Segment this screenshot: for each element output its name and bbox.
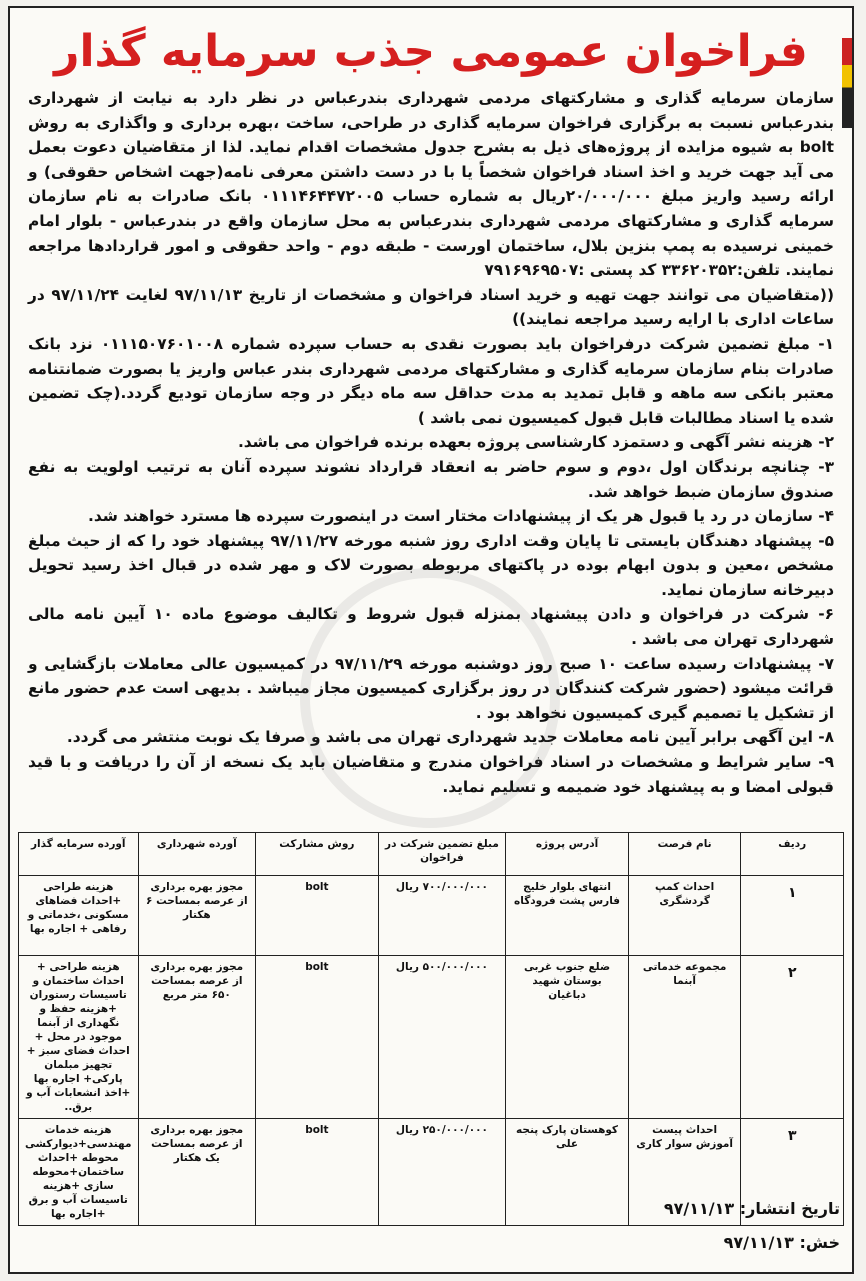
footer bbox=[664, 1192, 840, 1260]
page-title: فراخوان عمومی جذب سرمایه گذار bbox=[54, 26, 808, 77]
cell-address: کوهستان پارک پنجه علی bbox=[506, 1119, 629, 1226]
cell-guarantee: ۵۰۰/۰۰۰/۰۰۰ ریال bbox=[378, 956, 506, 1119]
intro-paragraph: سازمان سرمایه گذاری و مشارکتهای مردمی شهرداری بندرعباس در نظر دارد به نیابت از شهرداری بندرعباس نسبت به برگزاری فراخوان سرمایه گذاری در طراحی، ساخت ،بهره برداری و واگذاری به روش bolt به شیوه مزایده از پروژه‌های ذیل به بشرح جدول مشخصات اقدام نماید. لذا از متقاضیان دعوت بعمل می آید جهت خرید و اخذ اسناد فراخوان شخصاً یا با در دست داشتن معرفی نامه(جهت اشخاص حقوقی) و ارائه رسید واریز مبلغ ۲۰/۰۰۰/۰۰۰ریال به شماره حساب ۰۱۱۱۴۶۴۴۷۲۰۰۵ بانک صادرات به نام سازمان سرمایه گذاری و مشارکتهای مردمی شهرداری بندرعباس به محل سازمان واقع در بندرعباس - بلوار امام خمینی نرسیده به پمپ بنزین بلال، ساختمان اورست - طبقه دوم - واحد حقوقی و امور قراردادها مراجعه نمایند. تلفن:۳۳۶۲۰۳۵۲ کد پستی :۷۹۱۶۹۶۹۵۰۷ bbox=[28, 89, 834, 280]
condition-item-1: ۱- مبلغ تضمین شرکت درفراخوان باید بصورت نقدی به حساب سپرده شماره ۰۱۱۱۵۰۷۶۰۱۰۰۸ نزد بانک صادرات بنام سازمان سرمایه گذاری و مشارکتهای مردمی شهرداری بندر عباس واریز یا بصورت ضمانتنامه معتبر بانکی سه ماهه و قابل تمدید به مدت حداقل سه ماه دیگر در وجه سازمان تودیع گردد.(چک تضمین شده یا اسناد مطالبات قابل قبول کمیسیون نمی باشد ) bbox=[28, 334, 834, 427]
header-row-number: ردیف bbox=[741, 833, 844, 876]
cell-guarantee: ۲۵۰/۰۰۰/۰۰۰ ریال bbox=[378, 1119, 506, 1226]
cell-address: انتهای بلوار خلیج فارس پشت فرودگاه bbox=[506, 876, 629, 956]
cell-method: bolt bbox=[256, 956, 379, 1119]
condition-item-9: ۹- سایر شرایط و مشخصات در اسناد فراخوان مندرج و متقاضیان باید یک نسخه از آن را دریافت و با قید قبولی امضا و به پیشنهاد خود ضمیمه و تسلیم نماید. bbox=[28, 753, 834, 796]
header-method: روش مشارکت bbox=[256, 833, 379, 876]
cell-municipality-share: مجوز بهره برداری از عرصه بمساحت ۶۵۰ متر مربع bbox=[138, 956, 256, 1119]
condition-item-7: ۷- پیشنهادات رسیده ساعت ۱۰ صبح روز دوشنبه مورخه ۹۷/۱۱/۲۹ در کمیسیون عالی معاملات بازگشایی و قرائت میشود (حضور شرکت کنندگان در روز برگزاری کمیسیون مجاز میباشد . بدیهی است عدم حضور مانع از تشکیل یا تصمیم گیری کمیسیون نخواهد بود . bbox=[28, 654, 834, 722]
table-header-row bbox=[19, 833, 844, 876]
header-investor-share: آورده سرمایه گذار bbox=[19, 833, 139, 876]
cell-row-number: ۱ bbox=[741, 876, 844, 956]
notice-paragraph: ((متقاضیان می توانند جهت تهیه و خرید اسناد فراخوان و مشخصات از تاریخ ۹۷/۱۱/۱۳ لغایت ۹۷/۱۱/۲۴ در ساعات اداری با ارایه رسید مراجعه نمایند)) bbox=[28, 285, 834, 329]
condition-item-6: ۶- شرکت در فراخوان و دادن پیشنهاد بمنزله قبول شروط و تکالیف موضوع ماده ۱۰ آیین نامه مالی شهرداری تهران می باشد . bbox=[28, 605, 834, 649]
condition-item-5: ۵- پیشنهاد دهندگان بایستی تا پایان وقت اداری روز شنبه مورخه ۹۷/۱۱/۲۷ پیشنهاد خود را که از حیث مبلغ مشخص ،معین و بدون ابهام بوده در پاکتهای مربوطه بصورت لاک و مهر شده در قبال اخذ رسید تحویل دبیرخانه سازمان نماید. bbox=[28, 531, 834, 599]
cell-method: bolt bbox=[256, 876, 379, 956]
cell-investor-share: هزینه خدمات مهندسی+دیوارکشی محوطه +احداث ساختمان+محوطه سازی +هزینه تاسیسات آب و برق +اجاره بها bbox=[19, 1119, 139, 1226]
header-municipality-share: آورده شهرداری bbox=[138, 833, 256, 876]
cell-address: ضلع جنوب غربی بوستان شهید دباغیان bbox=[506, 956, 629, 1119]
cell-method: bolt bbox=[256, 1119, 379, 1226]
publish-date: تاریخ انتشار: ۹۷/۱۱/۱۳ bbox=[663, 1199, 840, 1218]
condition-item-2: ۲- هزینه نشر آگهی و دستمزد کارشناسی پروژه بعهده برنده فراخوان می باشد. bbox=[237, 433, 834, 452]
table-row bbox=[19, 876, 844, 956]
cell-opportunity: مجموعه خدماتی آبنما bbox=[628, 956, 741, 1119]
decorative-stripes bbox=[842, 38, 852, 128]
header-opportunity: نام فرصت bbox=[628, 833, 741, 876]
cell-row-number: ۲ bbox=[741, 956, 844, 1119]
cell-guarantee: ۷۰۰/۰۰۰/۰۰۰ ریال bbox=[378, 876, 506, 956]
condition-item-3: ۳- چنانچه برندگان اول ،دوم و سوم حاضر به انعقاد قرارداد نشوند سپرده آنان به ترتیب اولویت به نفع صندوق سازمان ضبط خواهد شد. bbox=[28, 457, 834, 501]
condition-item-4: ۴- سازمان در رد یا قبول هر یک از پیشنهادات مختار است در اینصورت سپرده ها مسترد خواهند شد. bbox=[88, 507, 834, 526]
notice-body bbox=[28, 86, 834, 799]
projects-table bbox=[18, 832, 844, 1226]
kh-date: خش: ۹۷/۱۱/۱۳ bbox=[723, 1233, 840, 1252]
cell-investor-share: هزینه طراحی + احداث ساختمان و تاسیسات رستوران +هزینه حفظ و نگهداری از آبنما موجود در محل + احداث فضای سبز + تجهیز مبلمان پارکی+ اجاره بها +اخذ انشعابات آب و برق.. bbox=[19, 956, 139, 1119]
cell-opportunity: احداث پیست آموزش سوار کاری bbox=[628, 1119, 741, 1226]
header-address: آدرس پروژه bbox=[506, 833, 629, 876]
cell-municipality-share: مجوز بهره برداری از عرصه بمساحت ۶ هکتار bbox=[138, 876, 256, 956]
table-row bbox=[19, 956, 844, 1119]
condition-item-8: ۸- این آگهی برابر آیین نامه معاملات جدید شهرداری تهران می باشد و صرفا یک نوبت منتشر می گردد. bbox=[66, 728, 834, 747]
cell-municipality-share: مجوز بهره برداری از عرصه بمساحت یک هکتار bbox=[138, 1119, 256, 1226]
header-guarantee: مبلغ تضمین شرکت در فراخوان bbox=[378, 833, 506, 876]
cell-investor-share: هزینه طراحی +احداث فضاهای مسکونی ،خدماتی و رفاهی + اجاره بها bbox=[19, 876, 139, 956]
cell-row-number: ۳ bbox=[741, 1119, 844, 1226]
cell-opportunity: احداث کمپ گردشگری bbox=[628, 876, 741, 956]
